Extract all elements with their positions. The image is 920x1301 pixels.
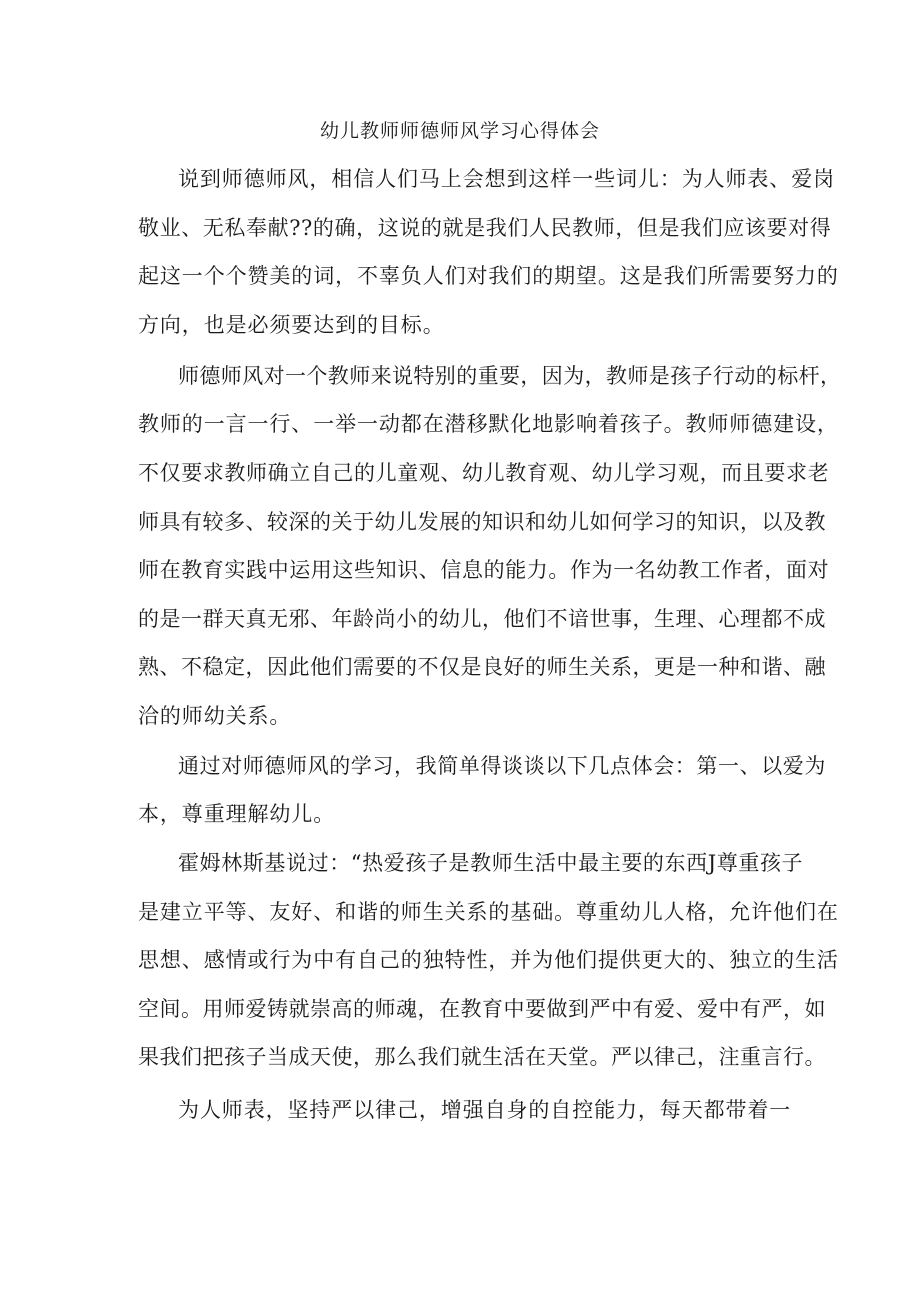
- text-line: 的是一群天真无邪、年龄尚小的幼儿，他们不谙世事，生理、心理都不成: [138, 607, 826, 631]
- text-line: 不仅要求教师确立自己的儿童观、幼儿教育观、幼儿学习观，而且要求老: [138, 461, 830, 485]
- text-line: 本，尊重理解幼儿。: [138, 802, 336, 826]
- text-line: 师德师风对一个教师来说特别的重要，因为，教师是孩子行动的标杆，: [178, 364, 842, 388]
- text-line: 教师的一言一行、一举一动都在潜移默化地影响着孩子。教师师德建设，: [138, 412, 839, 436]
- text-line: 为人师表，坚持严以律己，增强自身的自控能力，每天都带着一: [178, 1098, 792, 1122]
- text-line: 师在教育实践中运用这些知识、信息的能力。作为一名幼教工作者，面对: [138, 558, 830, 582]
- text-line: 师具有较多、较深的关于幼儿发展的知识和幼儿如何学习的知识，以及教: [138, 510, 826, 534]
- text-line: 果我们把孩子当成天使，那么我们就生活在天堂。严以律己，注重言行。: [138, 1045, 826, 1069]
- text-line: 空间。用师爱铸就崇高的师魂，在教育中要做到严中有爱、爱中有严，如: [138, 997, 826, 1021]
- text-line: 熟、不稳定，因此他们需要的不仅是良好的师生关系，更是一种和谐、融: [138, 655, 826, 679]
- text-line: 敬业、无私奉献??的确，这说的就是我们人民教师，但是我们应该要对得: [138, 216, 832, 240]
- text-line: 通过对师德师风的学习，我简单得谈谈以下几点体会：第一、以爱为: [178, 754, 826, 778]
- text-line: 霍姆林斯基说过：“热爱孩子是教师生活中最主要的东西J尊重孩子: [178, 851, 804, 875]
- text-line: 是建立平等、友好、和谐的师生关系的基础。尊重幼儿人格，允许他们在: [138, 900, 839, 924]
- text-line: 洽的师幼关系。: [138, 704, 292, 728]
- text-line: 方向，也是必须要达到的目标。: [138, 313, 445, 337]
- document-title: 幼儿教师师德师风学习心得体会: [319, 120, 600, 142]
- text-line: 说到师德师风，相信人们马上会想到这样一些词儿：为人师表、爱岗: [178, 167, 835, 191]
- text-line: 起这一个个赞美的词，不辜负人们对我们的期望。这是我们所需要努力的: [138, 264, 839, 288]
- text-line: 思想、感情或行为中有自己的独特性，并为他们提供更大的、独立的生活: [138, 948, 839, 972]
